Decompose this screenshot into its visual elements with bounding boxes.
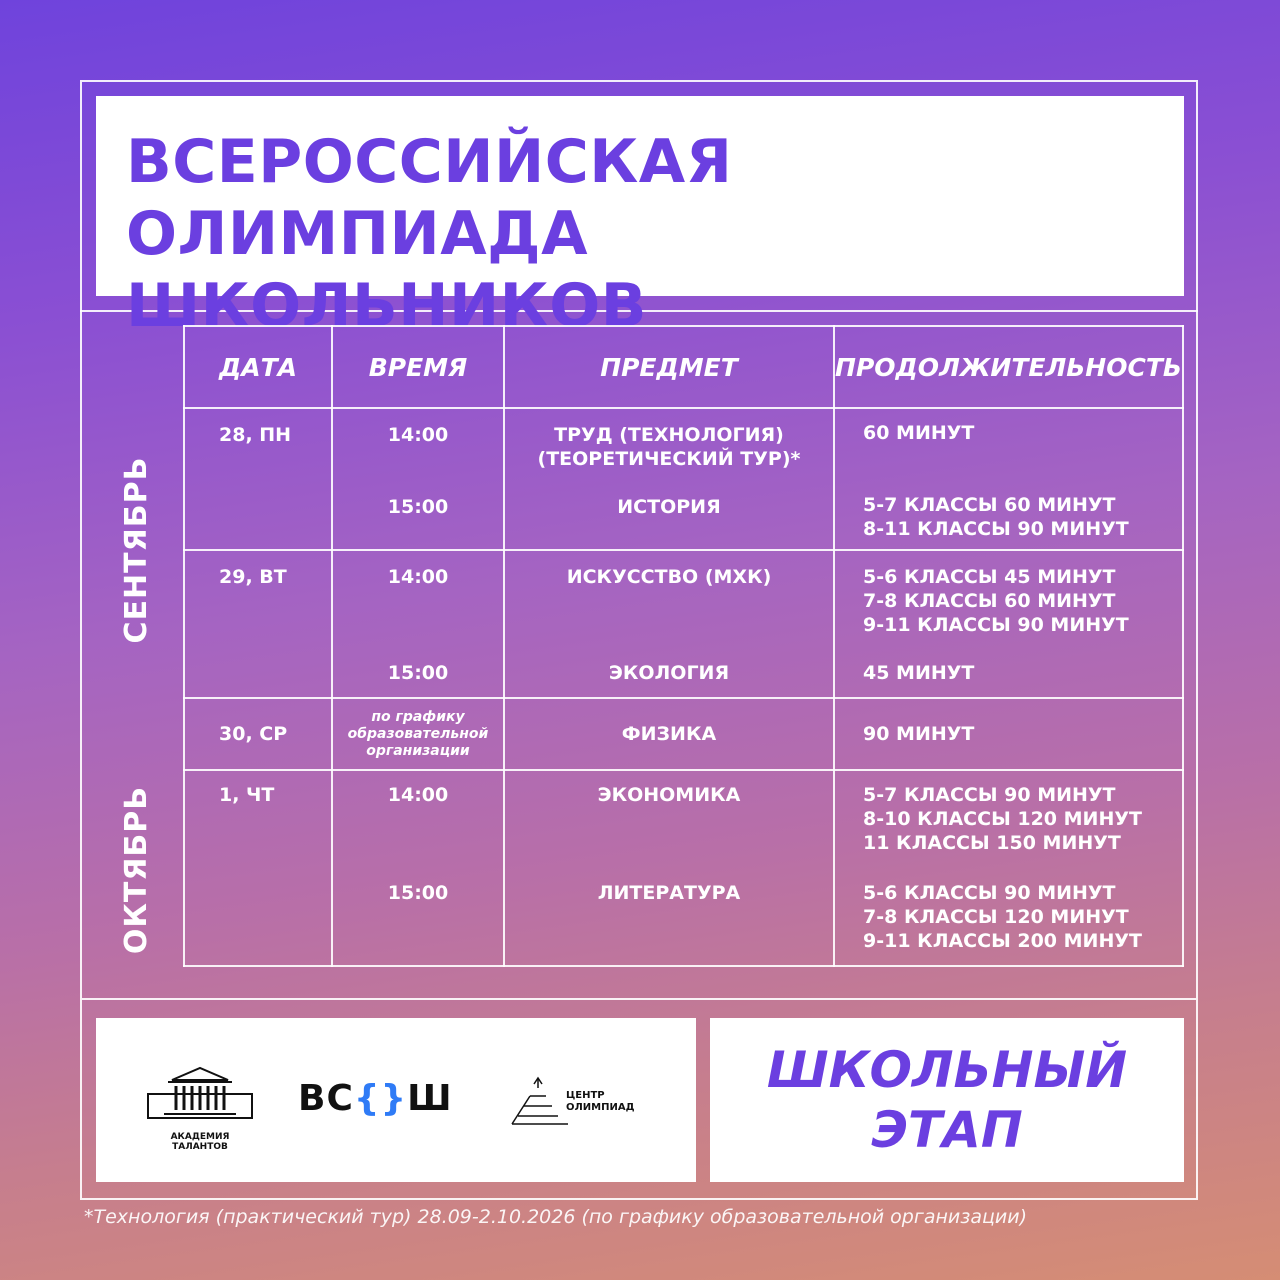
header-time: ВРЕМЯ [332,326,504,408]
header-date: ДАТА [184,326,332,408]
subject-cell: ФИЗИКА [504,698,834,770]
duration-slot [863,493,1182,541]
duration-line: 11 КЛАССЫ 150 МИНУТ [863,832,1121,854]
center-olympiad-logo [510,1074,650,1134]
table-row [184,698,1183,770]
month-label-october: ОКТЯБРЬ [119,785,154,955]
schedule-table [183,325,1184,967]
vsosh-logo-right: Ш [407,1078,453,1119]
center-olympiad-line-1: ЦЕНТР [566,1090,605,1101]
academy-logo [144,1066,256,1154]
duration-cell: 90 МИНУТ [834,698,1183,770]
duration-line: 7-8 КЛАССЫ 60 МИНУТ [863,590,1116,612]
time-slot: 15:00 [387,882,449,904]
date-cell: 1, ЧТ [184,770,332,966]
duration-line: 5-7 КЛАССЫ 60 МИНУТ [863,494,1116,516]
time-slot: 14:00 [387,784,449,806]
stage-line-2: ЭТАП [871,1101,1023,1159]
duration-line: 5-7 КЛАССЫ 90 МИНУТ [863,784,1116,806]
subject-slot [505,551,833,661]
subject-line: ЭКОЛОГИЯ [608,662,730,684]
table-row [184,770,1183,966]
duration-cell [834,770,1183,966]
subject-cell [504,550,834,698]
academy-building-icon [144,1066,256,1128]
date-cell: 29, ВТ [184,550,332,698]
time-cell [332,550,504,698]
time-slot: 15:00 [387,496,449,518]
title-line-2: ШКОЛЬНИКОВ [126,271,647,341]
subject-slot [505,661,833,685]
date-cell: 30, СР [184,698,332,770]
subject-slot [505,881,833,905]
subject-line: ЭКОНОМИКА [597,784,741,806]
duration-slot [863,771,1182,881]
time-slot: 14:00 [387,566,449,588]
vsosh-logo-brace-open: { [353,1078,381,1119]
page-title [126,126,1184,342]
header-duration: ПРОДОЛЖИТЕЛЬНОСТЬ [834,326,1183,408]
subject-line: ЛИТЕРАТУРА [597,882,741,904]
subject-slot [505,495,833,519]
duration-line: 9-11 КЛАССЫ 200 МИНУТ [863,930,1142,952]
time-slot: 14:00 [387,424,449,446]
subject-line: ТРУД (ТЕХНОЛОГИЯ) [554,424,784,446]
table-row [184,550,1183,698]
stage-box [710,1018,1184,1182]
table-header-row [184,326,1183,408]
subject-cell [504,408,834,550]
duration-slot [863,409,1182,493]
time-cell [332,408,504,550]
duration-cell [834,550,1183,698]
center-olympiad-line-2: ОЛИМПИАД [566,1102,635,1113]
time-note-line: организации [366,742,470,759]
vsosh-logo-brace-close: } [380,1078,408,1119]
subject-slot [505,409,833,495]
subject-cell [504,770,834,966]
duration-line: 9-11 КЛАССЫ 90 МИНУТ [863,614,1129,636]
subject-slot [505,771,833,881]
time-note-cell [332,698,504,770]
time-slot: 15:00 [387,662,449,684]
logos-box [96,1018,696,1182]
duration-line: 5-6 КЛАССЫ 90 МИНУТ [863,882,1116,904]
duration-line: 45 МИНУТ [863,662,975,684]
duration-line: 8-11 КЛАССЫ 90 МИНУТ [863,518,1129,540]
academy-logo-text: АКАДЕМИЯ ТАЛАНТОВ [170,1132,230,1152]
date-cell: 28, ПН [184,408,332,550]
duration-slot [863,881,1182,953]
vsosh-logo [298,1078,453,1119]
subject-line: ИСКУССТВО (МХК) [566,566,772,588]
stage-line-1: ШКОЛЬНЫЙ [766,1041,1128,1099]
subject-line: (ТЕОРЕТИЧЕСКИЙ ТУР)* [537,448,801,470]
time-cell [332,770,504,966]
pyramid-icon [510,1074,570,1134]
duration-line: 60 МИНУТ [863,422,975,444]
duration-line: 5-6 КЛАССЫ 45 МИНУТ [863,566,1116,588]
duration-cell [834,408,1183,550]
table-row [184,408,1183,550]
subject-line: ИСТОРИЯ [617,496,721,518]
time-note-line: по графику [371,708,465,725]
month-label-september: СЕНТЯБРЬ [119,456,154,644]
duration-slot [863,551,1182,661]
duration-line: 7-8 КЛАССЫ 120 МИНУТ [863,906,1129,928]
title-line-1: ВСЕРОССИЙСКАЯ ОЛИМПИАДА [126,127,733,269]
duration-slot [863,661,1182,685]
vsosh-logo-left: ВС [298,1078,354,1119]
title-box [96,96,1184,341]
stage-label [710,1040,1184,1160]
time-note-line: образовательной [347,725,489,742]
center-olympiad-text [566,1090,635,1114]
header-subject: ПРЕДМЕТ [504,326,834,408]
duration-line: 8-10 КЛАССЫ 120 МИНУТ [863,808,1142,830]
footnote: *Технология (практический тур) 28.09-2.10.2026 (по графику образовательной организации) [84,1206,1028,1228]
